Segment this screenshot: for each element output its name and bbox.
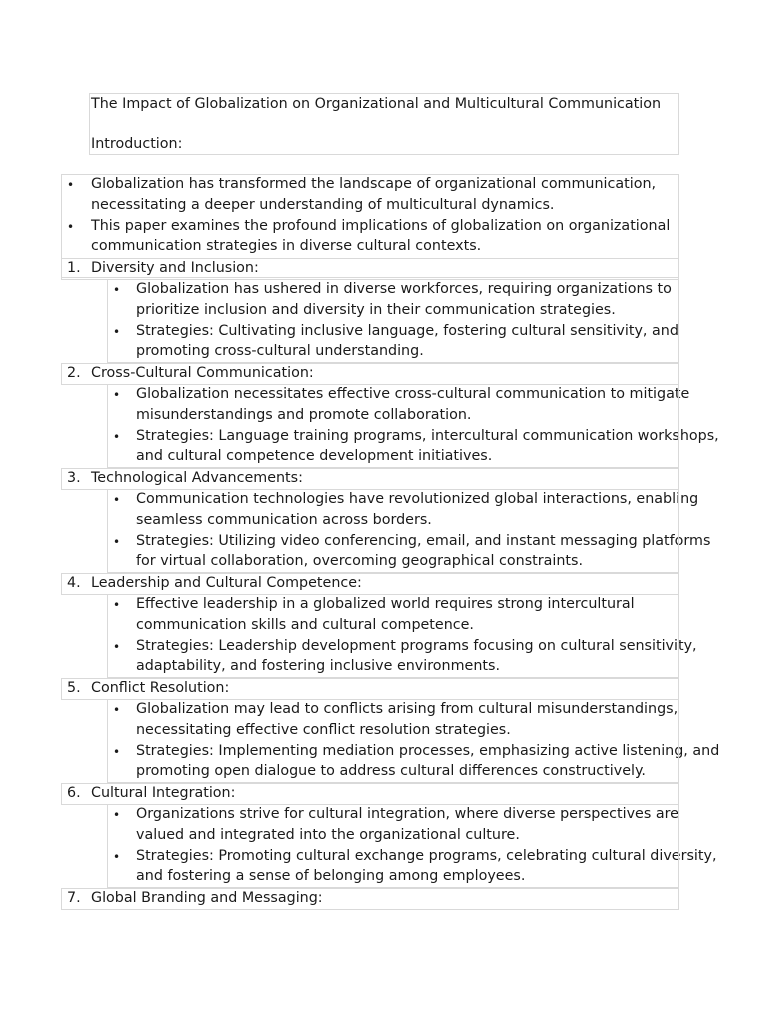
intro-bullet-line2: necessitating a deeper understanding of multicultural dynamics. — [91, 196, 555, 213]
section-heading: Technological Advancements: — [91, 470, 303, 487]
section-number: 6. — [67, 785, 81, 802]
section-item-line2: seamless communication across borders. — [136, 511, 432, 528]
bullet-icon: • — [113, 744, 121, 759]
section-item-line1: Strategies: Implementing mediation processes, emphasizing active listening, and — [136, 742, 720, 759]
bullet-icon: • — [113, 388, 121, 402]
section-number: 7. — [67, 890, 81, 907]
section-items-box — [107, 699, 679, 783]
section-item-line1: Strategies: Promoting cultural exchange programs, celebrating cultural diversity, — [136, 847, 717, 864]
section-heading: Diversity and Inclusion: — [91, 260, 259, 277]
section-item-line2: and cultural competence development initiatives. — [136, 448, 493, 465]
section-items-box — [107, 489, 679, 573]
section-items-box — [107, 594, 679, 678]
section-item-line1: Communication technologies have revolutionized global interactions, enabling — [136, 491, 699, 507]
section-item-line1: Organizations strive for cultural integration, where diverse perspectives are — [136, 806, 679, 822]
document-title: The Impact of Globalization on Organizational and Multicultural Communication — [91, 96, 662, 112]
section-item-line2: prioritize inclusion and diversity in their communication strategies. — [136, 301, 616, 318]
section-heading: Cross-Cultural Communication: — [91, 365, 314, 382]
bullet-icon: • — [113, 493, 121, 507]
bullet-icon: • — [113, 808, 121, 822]
section-item-line2: promoting open dialogue to address cultural differences constructively. — [136, 763, 646, 780]
section-item-line2: and fostering a sense of belonging among employees. — [136, 868, 526, 885]
intro-bullet-line2: communication strategies in diverse cultural contexts. — [91, 238, 482, 255]
section-item-line1: Globalization may lead to conflicts arising from cultural misunderstandings, — [136, 701, 679, 717]
section-item-line2: valued and integrated into the organizational culture. — [136, 826, 520, 843]
bullet-icon: • — [113, 324, 121, 339]
section-item-line2: adaptability, and fostering inclusive environments. — [136, 658, 500, 675]
bullet-icon: • — [113, 849, 121, 864]
intro-bullet-line1: Globalization has transformed the landscape of organizational communication, — [91, 176, 657, 192]
section-items-box — [107, 279, 679, 363]
section-number: 4. — [67, 575, 81, 592]
bullet-icon: • — [113, 598, 121, 612]
section-item-line1: Globalization has ushered in diverse workforces, requiring organizations to — [136, 281, 672, 297]
bullet-icon: • — [67, 178, 75, 192]
section-heading: Conflict Resolution: — [91, 680, 230, 697]
section-item-line1: Effective leadership in a globalized world requires strong intercultural — [136, 596, 635, 612]
intro-bullet-line1: This paper examines the profound implications of globalization on organizational — [91, 217, 671, 234]
section-item-line2: necessitating effective conflict resolution strategies. — [136, 721, 511, 738]
section-item-line2: promoting cross-cultural understanding. — [136, 343, 424, 360]
section-heading: Global Branding and Messaging: — [91, 890, 323, 907]
intro-heading: Introduction: — [91, 136, 183, 152]
bullet-icon: • — [113, 703, 121, 717]
section-number: 1. — [67, 260, 81, 277]
section-number: 3. — [67, 470, 81, 487]
section-item-line2: communication skills and cultural competence. — [136, 616, 474, 633]
section-number: 2. — [67, 365, 81, 382]
bullet-icon: • — [113, 534, 121, 549]
section-items-box — [107, 384, 679, 468]
section-item-line1: Strategies: Leadership development programs focusing on cultural sensitivity, — [136, 637, 697, 654]
section-heading: Leadership and Cultural Competence: — [91, 575, 362, 592]
section-item-line1: Strategies: Cultivating inclusive language, fostering cultural sensitivity, and — [136, 322, 679, 339]
section-item-line2: misunderstandings and promote collaboration. — [136, 406, 472, 423]
section-items-box — [107, 804, 679, 888]
section-item-line1: Strategies: Utilizing video conferencing, email, and instant messaging platforms — [136, 532, 711, 549]
section-number: 5. — [67, 680, 81, 697]
section-heading: Cultural Integration: — [91, 785, 236, 802]
section-item-line1: Strategies: Language training programs, intercultural communication workshops, — [136, 427, 719, 444]
bullet-icon: • — [113, 283, 121, 297]
bullet-icon: • — [113, 639, 121, 654]
bullet-icon: • — [67, 219, 75, 234]
section-item-line2: for virtual collaboration, overcoming geographical constraints. — [136, 553, 584, 570]
bullet-icon: • — [113, 429, 121, 444]
section-item-line1: Globalization necessitates effective cross-cultural communication to mitigate — [136, 386, 690, 402]
